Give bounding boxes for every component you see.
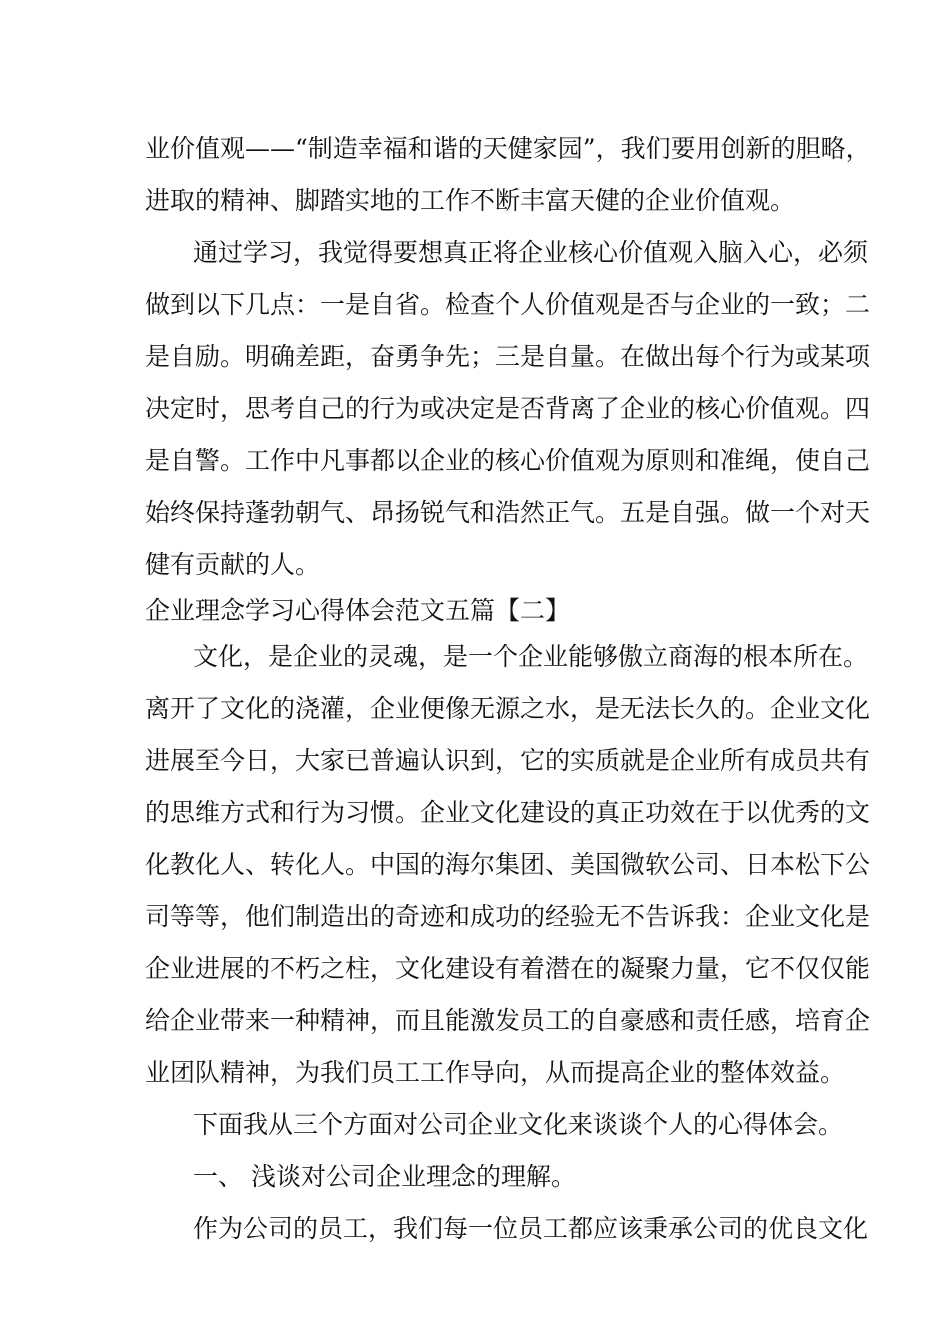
paragraph-start-line: 作为公司的员工，我们每一位员工都应该秉承公司的优良文化 xyxy=(193,1214,869,1243)
section-heading: 企业理念学习心得体会范文五篇【二】 xyxy=(145,596,571,625)
text-line: 业价值观——“制造幸福和谐的天健家园”，我们要用创新的胆略， xyxy=(145,134,871,163)
text-line: 进展至今日，大家已普遍认识到，它的实质就是企业所有成员共有 xyxy=(145,746,871,775)
text-line: 决定时，思考自己的行为或决定是否背离了企业的核心价值观。四 xyxy=(145,394,871,423)
text-line: 企业进展的不朽之柱，文化建设有着潜在的凝聚力量，它不仅仅能 xyxy=(145,954,871,983)
text-line: 离开了文化的浇灌，企业便像无源之水，是无法长久的。企业文化 xyxy=(145,694,871,723)
text-line: 做到以下几点：一是自省。检查个人价值观是否与企业的一致；二 xyxy=(145,290,871,319)
text-line: 化教化人、转化人。中国的海尔集团、美国微软公司、日本松下公 xyxy=(145,850,871,879)
text-line: 始终保持蓬勃朝气、昂扬锐气和浩然正气。五是自强。做一个对天 xyxy=(145,498,871,527)
text-line: 是自励。明确差距，奋勇争先；三是自量。在做出每个行为或某项 xyxy=(145,342,871,371)
paragraph-start-line: 文化，是企业的灵魂，是一个企业能够傲立商海的根本所在。 xyxy=(193,642,869,671)
text-line: 给企业带来一种精神，而且能激发员工的自豪感和责任感，培育企 xyxy=(145,1006,871,1035)
paragraph-start-line: 下面我从三个方面对公司企业文化来谈谈个人的心得体会。 xyxy=(193,1110,844,1139)
text-line: 司等等，他们制造出的奇迹和成功的经验无不告诉我：企业文化是 xyxy=(145,902,871,931)
list-item: 一、 浅谈对公司企业理念的理解。 xyxy=(193,1162,576,1191)
paragraph-start-line: 通过学习，我觉得要想真正将企业核心价值观入脑入心，必须 xyxy=(193,238,869,267)
text-line: 业团队精神，为我们员工工作导向，从而提高企业的整体效益。 xyxy=(145,1058,846,1087)
text-line: 是自警。工作中凡事都以企业的核心价值观为原则和准绳，使自己 xyxy=(145,446,871,475)
text-line: 进取的精神、脚踏实地的工作不断丰富天健的企业价值观。 xyxy=(145,186,796,215)
text-line: 健有贡献的人。 xyxy=(145,550,321,579)
text-line: 的思维方式和行为习惯。企业文化建设的真正功效在于以优秀的文 xyxy=(145,798,871,827)
